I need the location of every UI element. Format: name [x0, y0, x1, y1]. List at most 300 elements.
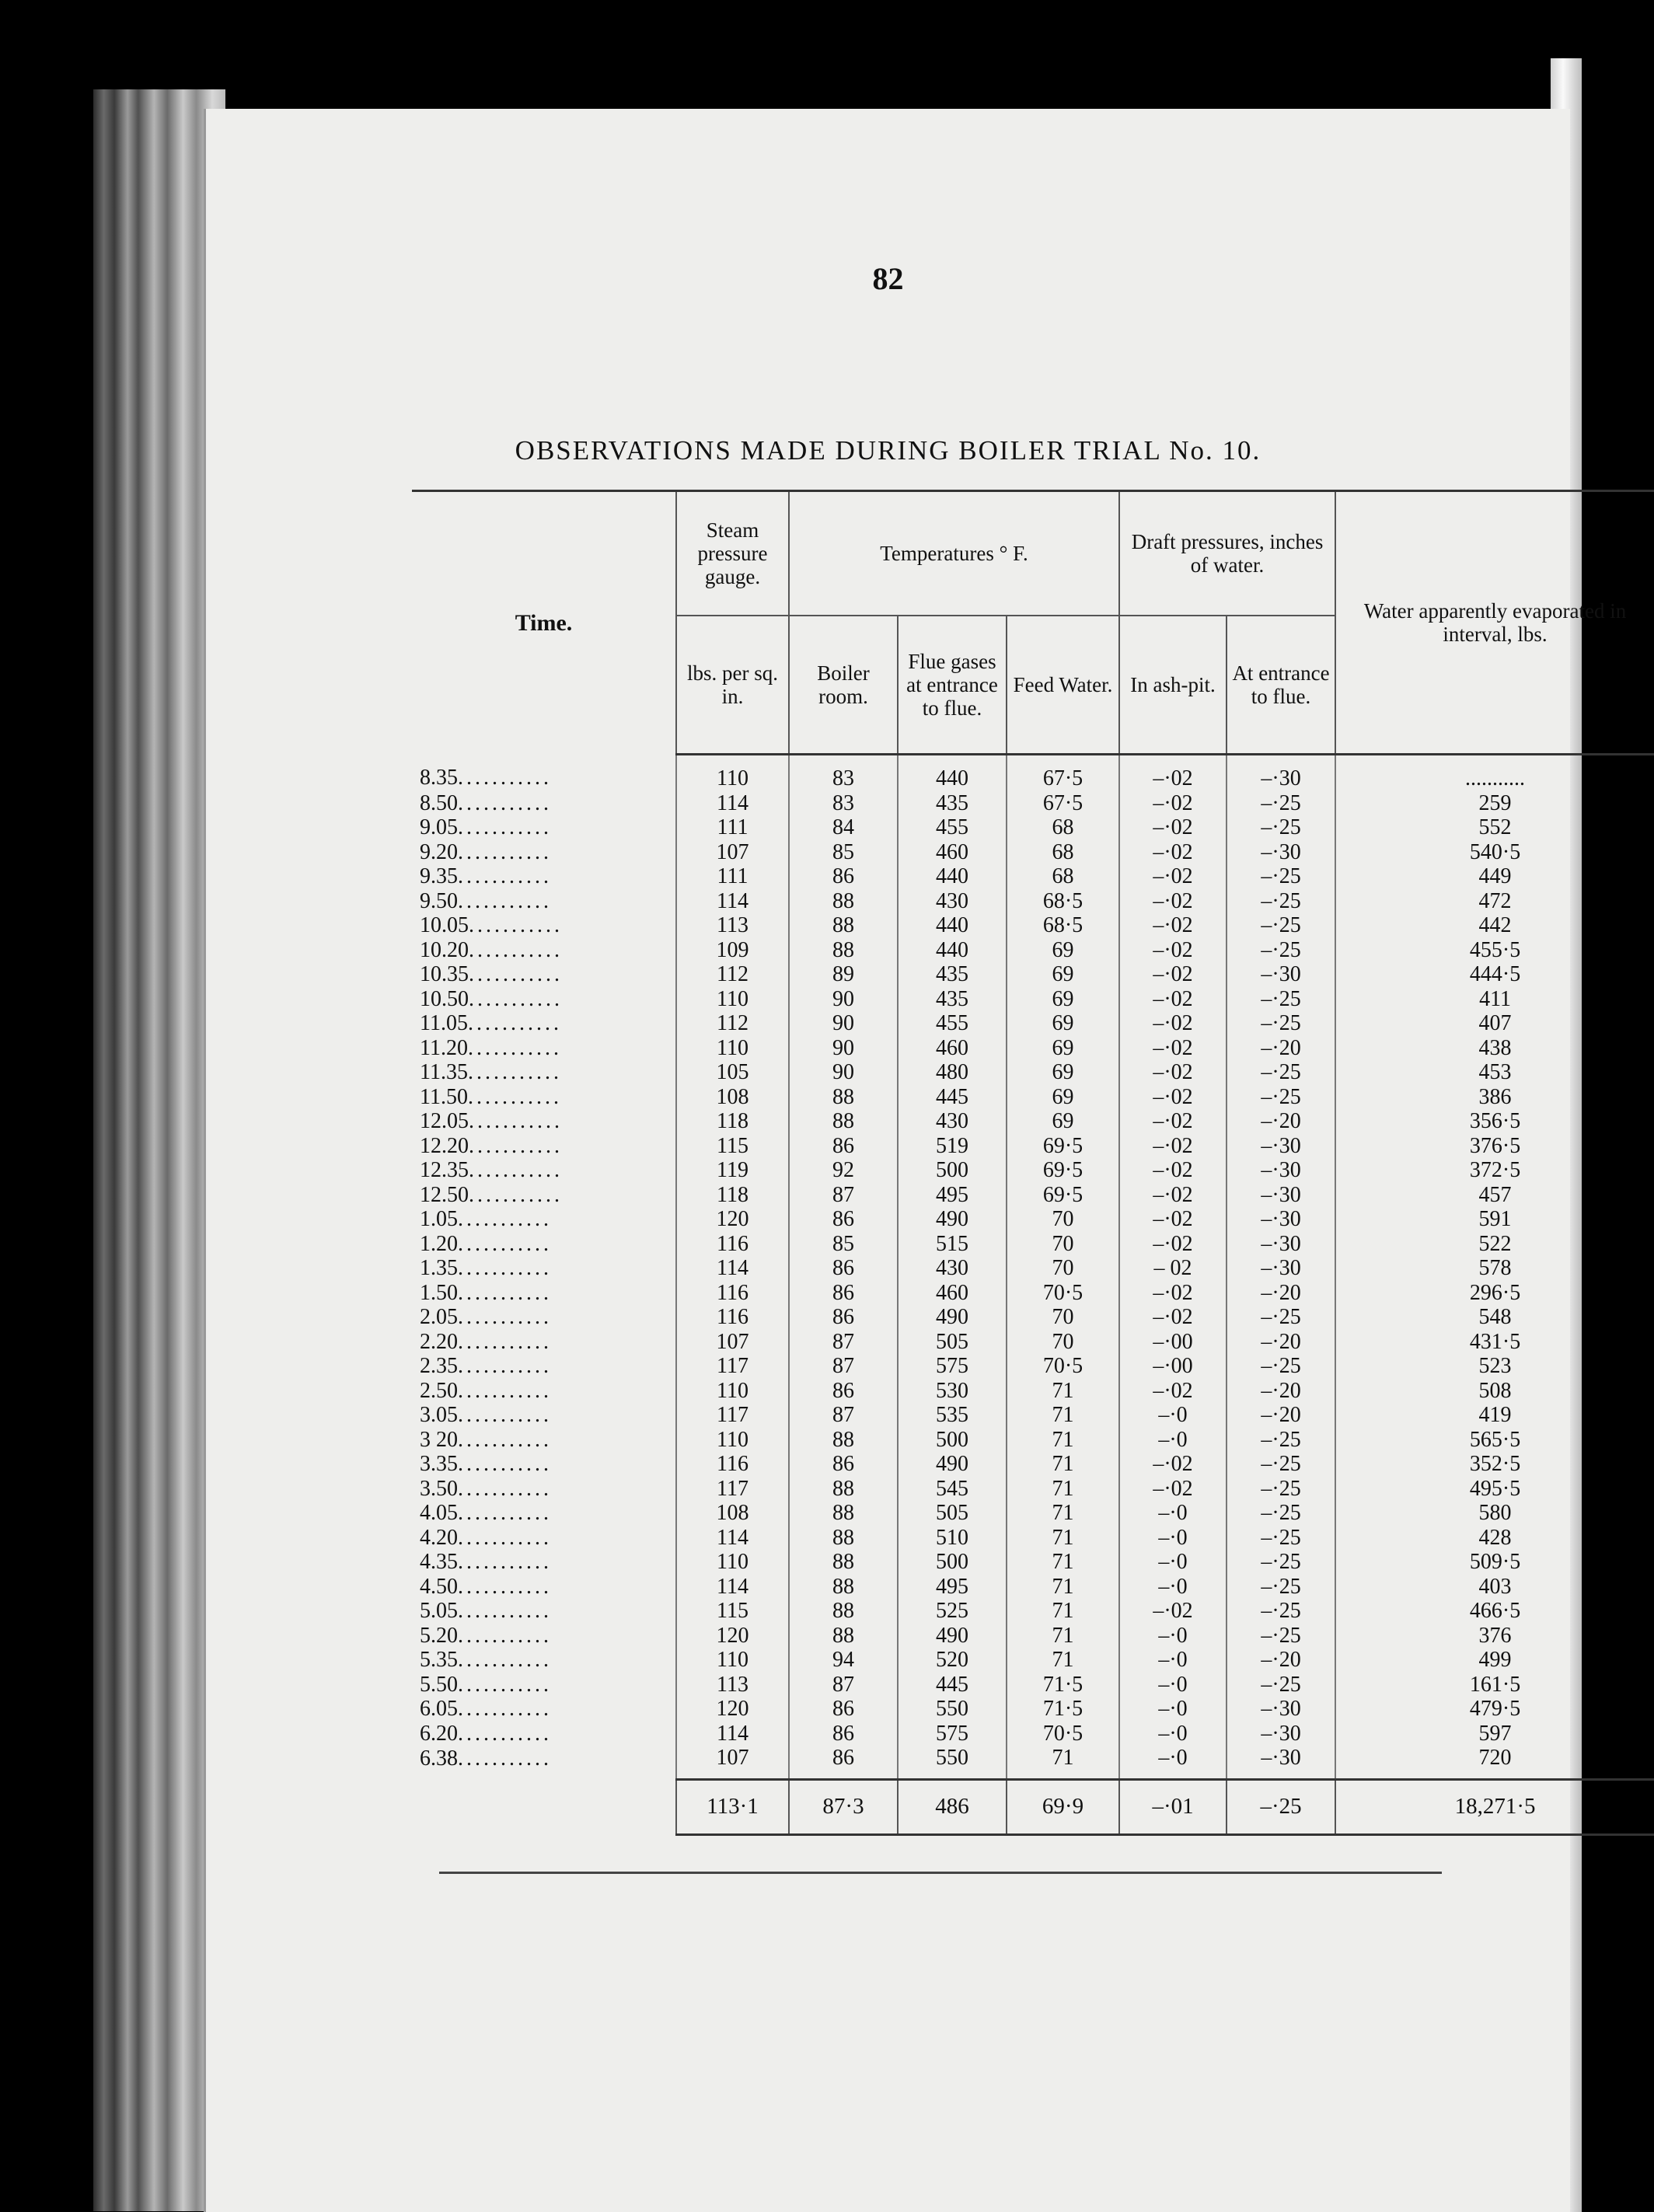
- dot-leader: ...........: [469, 1109, 563, 1133]
- flue-gases-cell: 545: [898, 1477, 1007, 1502]
- feed-water-cell: 71: [1007, 1428, 1119, 1453]
- at-entrance-cell: –·30: [1227, 1722, 1335, 1746]
- boiler-room-cell: 90: [789, 1011, 898, 1036]
- feed-water-cell: 68: [1007, 864, 1119, 889]
- table-row: [412, 1403, 1654, 1428]
- flue-gases-cell: 550: [898, 1746, 1007, 1779]
- ash-pit-cell: –·00: [1119, 1330, 1227, 1355]
- table-row: [412, 840, 1654, 865]
- totals-row: [412, 1779, 1654, 1834]
- at-entrance-cell: –·25: [1227, 889, 1335, 914]
- steam-cell: 107: [676, 1746, 789, 1779]
- steam-cell: 116: [676, 1281, 789, 1306]
- ash-pit-cell: –·02: [1119, 913, 1227, 938]
- boiler-room-cell: 86: [789, 1722, 898, 1746]
- steam-cell: 114: [676, 1722, 789, 1746]
- time-value: 9.50: [420, 888, 458, 913]
- steam-cell: 117: [676, 1477, 789, 1502]
- table-row: [412, 1060, 1654, 1085]
- steam-cell: 118: [676, 1183, 789, 1208]
- ash-pit-cell: –·02: [1119, 962, 1227, 987]
- feed-water-cell: 71: [1007, 1501, 1119, 1526]
- dot-leader: ...........: [458, 1452, 552, 1476]
- at-entrance-cell: –·30: [1227, 1158, 1335, 1183]
- time-cell: [412, 1501, 676, 1526]
- dot-leader: ...........: [458, 1623, 552, 1648]
- water-cell: 509·5: [1335, 1550, 1654, 1575]
- dot-leader: ...........: [458, 1427, 552, 1452]
- time-value: 2.20: [420, 1329, 458, 1354]
- totals-blank: [412, 1779, 676, 1834]
- time-value: 3 20: [420, 1427, 458, 1452]
- flue-gases-cell: 440: [898, 755, 1007, 791]
- steam-cell: 118: [676, 1109, 789, 1134]
- time-value: 9.20: [420, 839, 458, 864]
- water-cell: 591: [1335, 1207, 1654, 1232]
- at-entrance-cell: –·20: [1227, 1379, 1335, 1404]
- water-cell: 411: [1335, 987, 1654, 1012]
- total-boiler-room: 87·3: [789, 1779, 898, 1834]
- feed-water-cell: 69: [1007, 1060, 1119, 1085]
- time-value: 6.20: [420, 1721, 458, 1746]
- document-page: [204, 109, 1627, 2212]
- feed-water-cell: 69·5: [1007, 1183, 1119, 1208]
- feed-water-cell: 71: [1007, 1550, 1119, 1575]
- at-entrance-cell: –·25: [1227, 791, 1335, 816]
- ash-pit-cell: –·02: [1119, 755, 1227, 791]
- time-value: 2.50: [420, 1378, 458, 1403]
- boiler-room-cell: 86: [789, 1452, 898, 1477]
- at-entrance-cell: –·30: [1227, 1183, 1335, 1208]
- table-row: [412, 1599, 1654, 1624]
- boiler-room-cell: 89: [789, 962, 898, 987]
- steam-cell: 115: [676, 1134, 789, 1159]
- time-value: 6.05: [420, 1697, 458, 1721]
- time-cell: [412, 755, 676, 791]
- time-value: 12.05: [420, 1109, 469, 1133]
- boiler-room-cell: 86: [789, 1281, 898, 1306]
- table-row: [412, 1575, 1654, 1600]
- table-title: OBSERVATIONS MADE DURING BOILER TRIAL No. 10.: [515, 435, 1261, 466]
- dot-leader: ...........: [458, 1746, 552, 1771]
- steam-cell: 115: [676, 1599, 789, 1624]
- table-row: [412, 938, 1654, 963]
- steam-cell: 110: [676, 1379, 789, 1404]
- table-row: [412, 1550, 1654, 1575]
- at-entrance-cell: –·30: [1227, 1697, 1335, 1722]
- at-entrance-cell: –·25: [1227, 1673, 1335, 1697]
- time-cell: [412, 1477, 676, 1502]
- water-cell: 376·5: [1335, 1134, 1654, 1159]
- feed-water-cell: 71: [1007, 1403, 1119, 1428]
- table-row: [412, 1624, 1654, 1649]
- flue-gases-cell: 515: [898, 1232, 1007, 1257]
- steam-cell: 113: [676, 913, 789, 938]
- time-cell: [412, 840, 676, 865]
- ash-pit-cell: –·02: [1119, 840, 1227, 865]
- at-entrance-cell: –·20: [1227, 1036, 1335, 1061]
- header-boiler-room: Boiler room.: [789, 616, 898, 755]
- at-entrance-cell: –·25: [1227, 1477, 1335, 1502]
- time-cell: [412, 913, 676, 938]
- ash-pit-cell: –·0: [1119, 1526, 1227, 1551]
- time-value: 11.35: [420, 1060, 468, 1084]
- at-entrance-cell: –·30: [1227, 1134, 1335, 1159]
- boiler-room-cell: 88: [789, 1624, 898, 1649]
- water-cell: 479·5: [1335, 1697, 1654, 1722]
- table-row: [412, 1036, 1654, 1061]
- time-cell: [412, 1060, 676, 1085]
- at-entrance-cell: –·25: [1227, 938, 1335, 963]
- time-value: 5.50: [420, 1672, 458, 1697]
- water-cell: 431·5: [1335, 1330, 1654, 1355]
- time-cell: [412, 1207, 676, 1232]
- time-value: 8.35: [420, 766, 458, 790]
- dot-leader: ...........: [458, 1697, 552, 1721]
- dot-leader: ...........: [458, 1501, 552, 1525]
- dot-leader: ...........: [458, 1378, 552, 1403]
- dot-leader: ...........: [458, 1672, 552, 1697]
- time-cell: [412, 1599, 676, 1624]
- boiler-room-cell: 90: [789, 987, 898, 1012]
- dot-leader: ...........: [467, 1060, 562, 1084]
- water-cell: 495·5: [1335, 1477, 1654, 1502]
- feed-water-cell: 71: [1007, 1575, 1119, 1600]
- observations-table: [412, 490, 1654, 1836]
- dot-leader: ...........: [458, 1599, 552, 1623]
- header-water: Water apparently evaporated in interval, lbs.: [1335, 491, 1654, 755]
- flue-gases-cell: 525: [898, 1599, 1007, 1624]
- time-cell: [412, 1281, 676, 1306]
- time-cell: [412, 1403, 676, 1428]
- at-entrance-cell: –·25: [1227, 1550, 1335, 1575]
- feed-water-cell: 71·5: [1007, 1697, 1119, 1722]
- boiler-room-cell: 86: [789, 1207, 898, 1232]
- time-value: 1.05: [420, 1207, 458, 1231]
- table-row: [412, 913, 1654, 938]
- feed-water-cell: 69·5: [1007, 1158, 1119, 1183]
- time-cell: [412, 938, 676, 963]
- feed-water-cell: 70·5: [1007, 1722, 1119, 1746]
- footer-rule: [439, 1872, 1442, 1874]
- feed-water-cell: 68: [1007, 840, 1119, 865]
- dot-leader: ...........: [469, 986, 563, 1011]
- boiler-room-cell: 86: [789, 864, 898, 889]
- table-row: [412, 864, 1654, 889]
- boiler-room-cell: 88: [789, 889, 898, 914]
- water-cell: 296·5: [1335, 1281, 1654, 1306]
- time-cell: [412, 1697, 676, 1722]
- boiler-room-cell: 86: [789, 1305, 898, 1330]
- time-cell: [412, 864, 676, 889]
- at-entrance-cell: –·20: [1227, 1403, 1335, 1428]
- table-row: [412, 1501, 1654, 1526]
- feed-water-cell: 69: [1007, 987, 1119, 1012]
- steam-cell: 108: [676, 1085, 789, 1110]
- flue-gases-cell: 505: [898, 1501, 1007, 1526]
- water-cell: 352·5: [1335, 1452, 1654, 1477]
- time-cell: [412, 1550, 676, 1575]
- water-cell: 540·5: [1335, 840, 1654, 865]
- time-cell: [412, 1036, 676, 1061]
- water-cell: 580: [1335, 1501, 1654, 1526]
- water-cell: 438: [1335, 1036, 1654, 1061]
- water-cell: 453: [1335, 1060, 1654, 1085]
- table-row: [412, 1232, 1654, 1257]
- flue-gases-cell: 535: [898, 1403, 1007, 1428]
- water-cell: 552: [1335, 815, 1654, 840]
- boiler-room-cell: 88: [789, 913, 898, 938]
- steam-cell: 109: [676, 938, 789, 963]
- ash-pit-cell: –·02: [1119, 1232, 1227, 1257]
- time-cell: [412, 1305, 676, 1330]
- time-cell: [412, 1452, 676, 1477]
- steam-cell: 114: [676, 1575, 789, 1600]
- water-cell: 428: [1335, 1526, 1654, 1551]
- table-row: [412, 1256, 1654, 1281]
- feed-water-cell: 69: [1007, 1085, 1119, 1110]
- boiler-room-cell: 88: [789, 938, 898, 963]
- feed-water-cell: 70: [1007, 1305, 1119, 1330]
- flue-gases-cell: 519: [898, 1134, 1007, 1159]
- ash-pit-cell: –·0: [1119, 1624, 1227, 1649]
- table-row: [412, 1281, 1654, 1306]
- dot-leader: ...........: [458, 1280, 552, 1305]
- boiler-room-cell: 88: [789, 1085, 898, 1110]
- flue-gases-cell: 480: [898, 1060, 1007, 1085]
- time-value: 6.38: [420, 1746, 458, 1771]
- steam-cell: 110: [676, 1550, 789, 1575]
- dot-leader: ...........: [458, 1403, 552, 1427]
- flue-gases-cell: 435: [898, 791, 1007, 816]
- flue-gases-cell: 500: [898, 1158, 1007, 1183]
- at-entrance-cell: –·30: [1227, 1256, 1335, 1281]
- at-entrance-cell: –·20: [1227, 1109, 1335, 1134]
- dot-leader: ...........: [458, 766, 552, 790]
- time-value: 1.50: [420, 1280, 458, 1305]
- water-cell: 472: [1335, 889, 1654, 914]
- table-row: [412, 1085, 1654, 1110]
- water-cell: 522: [1335, 1232, 1654, 1257]
- at-entrance-cell: –·30: [1227, 1232, 1335, 1257]
- at-entrance-cell: –·25: [1227, 1599, 1335, 1624]
- flue-gases-cell: 550: [898, 1697, 1007, 1722]
- time-value: 12.20: [420, 1133, 469, 1158]
- boiler-room-cell: 88: [789, 1477, 898, 1502]
- boiler-room-cell: 87: [789, 1673, 898, 1697]
- steam-cell: 120: [676, 1207, 789, 1232]
- ash-pit-cell: –·02: [1119, 938, 1227, 963]
- time-cell: [412, 1011, 676, 1036]
- steam-cell: 116: [676, 1452, 789, 1477]
- boiler-room-cell: 88: [789, 1550, 898, 1575]
- header-draft: Draft pressures, inches of water.: [1119, 491, 1335, 616]
- ash-pit-cell: –·02: [1119, 1060, 1227, 1085]
- at-entrance-cell: –·25: [1227, 1575, 1335, 1600]
- header-time: Time.: [412, 491, 676, 755]
- ash-pit-cell: –·02: [1119, 1158, 1227, 1183]
- feed-water-cell: 70: [1007, 1207, 1119, 1232]
- dot-leader: ...........: [469, 937, 563, 962]
- at-entrance-cell: –·25: [1227, 1452, 1335, 1477]
- boiler-room-cell: 87: [789, 1403, 898, 1428]
- flue-gases-cell: 510: [898, 1526, 1007, 1551]
- feed-water-cell: 68·5: [1007, 913, 1119, 938]
- header-ash-pit: In ash-pit.: [1119, 616, 1227, 755]
- time-value: 12.35: [420, 1158, 469, 1182]
- time-cell: [412, 1673, 676, 1697]
- feed-water-cell: 67·5: [1007, 791, 1119, 816]
- table-row: [412, 1207, 1654, 1232]
- water-cell: 442: [1335, 913, 1654, 938]
- feed-water-cell: 69: [1007, 1011, 1119, 1036]
- ash-pit-cell: –·02: [1119, 1183, 1227, 1208]
- at-entrance-cell: –·25: [1227, 1428, 1335, 1453]
- feed-water-cell: 68: [1007, 815, 1119, 840]
- dot-leader: ...........: [458, 1305, 552, 1329]
- flue-gases-cell: 440: [898, 864, 1007, 889]
- dot-leader: ...........: [458, 1550, 552, 1574]
- time-cell: [412, 1648, 676, 1673]
- header-at-entrance: At entrance to flue.: [1227, 616, 1335, 755]
- feed-water-cell: 70: [1007, 1330, 1119, 1355]
- steam-cell: 107: [676, 1330, 789, 1355]
- steam-cell: 116: [676, 1305, 789, 1330]
- steam-cell: 114: [676, 791, 789, 816]
- time-cell: [412, 1183, 676, 1208]
- water-cell: 508: [1335, 1379, 1654, 1404]
- table-row: [412, 1109, 1654, 1134]
- header-flue-gases: Flue gases at entrance to flue.: [898, 616, 1007, 755]
- flue-gases-cell: 495: [898, 1183, 1007, 1208]
- boiler-room-cell: 87: [789, 1183, 898, 1208]
- table-row: [412, 1673, 1654, 1697]
- steam-cell: 120: [676, 1624, 789, 1649]
- time-cell: [412, 1575, 676, 1600]
- flue-gases-cell: 430: [898, 1256, 1007, 1281]
- feed-water-cell: 70·5: [1007, 1354, 1119, 1379]
- at-entrance-cell: –·30: [1227, 1207, 1335, 1232]
- dot-leader: ...........: [458, 888, 552, 913]
- table-row: [412, 1011, 1654, 1036]
- water-cell: 466·5: [1335, 1599, 1654, 1624]
- steam-cell: 114: [676, 889, 789, 914]
- dot-leader: ...........: [458, 1207, 552, 1231]
- flue-gases-cell: 530: [898, 1379, 1007, 1404]
- flue-gases-cell: 500: [898, 1428, 1007, 1453]
- dot-leader: ...........: [458, 1329, 552, 1354]
- ash-pit-cell: –·02: [1119, 1379, 1227, 1404]
- table-row: [412, 1477, 1654, 1502]
- dot-leader: ...........: [467, 1011, 562, 1035]
- table-row: [412, 1158, 1654, 1183]
- ash-pit-cell: –·0: [1119, 1403, 1227, 1428]
- feed-water-cell: 71·5: [1007, 1673, 1119, 1697]
- total-flue-gases: 486: [898, 1779, 1007, 1834]
- total-ash-pit: –·01: [1119, 1779, 1227, 1834]
- total-water: 18,271·5: [1335, 1779, 1654, 1834]
- time-value: 11.20: [420, 1035, 468, 1060]
- water-cell: 444·5: [1335, 962, 1654, 987]
- boiler-room-cell: 85: [789, 840, 898, 865]
- at-entrance-cell: –·30: [1227, 1746, 1335, 1779]
- steam-cell: 110: [676, 755, 789, 791]
- flue-gases-cell: 575: [898, 1722, 1007, 1746]
- at-entrance-cell: –·25: [1227, 1060, 1335, 1085]
- time-cell: [412, 987, 676, 1012]
- time-cell: [412, 1746, 676, 1779]
- dot-leader: ...........: [469, 1133, 563, 1158]
- time-cell: [412, 1109, 676, 1134]
- time-cell: [412, 1526, 676, 1551]
- time-value: 10.20: [420, 937, 469, 962]
- boiler-room-cell: 84: [789, 815, 898, 840]
- table-body: [412, 755, 1654, 1780]
- ash-pit-cell: –·02: [1119, 791, 1227, 816]
- ash-pit-cell: –·02: [1119, 815, 1227, 840]
- flue-gases-cell: 500: [898, 1550, 1007, 1575]
- dot-leader: ...........: [458, 864, 552, 888]
- water-cell: 372·5: [1335, 1158, 1654, 1183]
- total-feed-water: 69·9: [1007, 1779, 1119, 1834]
- feed-water-cell: 71: [1007, 1624, 1119, 1649]
- time-value: 12.50: [420, 1182, 469, 1207]
- at-entrance-cell: –·25: [1227, 1305, 1335, 1330]
- ash-pit-cell: –·02: [1119, 1134, 1227, 1159]
- steam-cell: 117: [676, 1403, 789, 1428]
- boiler-room-cell: 83: [789, 755, 898, 791]
- steam-cell: 114: [676, 1526, 789, 1551]
- time-value: 3.35: [420, 1452, 458, 1476]
- table-row: [412, 1305, 1654, 1330]
- boiler-room-cell: 86: [789, 1697, 898, 1722]
- at-entrance-cell: –·20: [1227, 1330, 1335, 1355]
- steam-cell: 108: [676, 1501, 789, 1526]
- ash-pit-cell: –·02: [1119, 1109, 1227, 1134]
- at-entrance-cell: –·25: [1227, 1011, 1335, 1036]
- feed-water-cell: 68·5: [1007, 889, 1119, 914]
- water-cell: 548: [1335, 1305, 1654, 1330]
- dot-leader: ...........: [469, 913, 563, 937]
- flue-gases-cell: 460: [898, 840, 1007, 865]
- time-cell: [412, 1379, 676, 1404]
- water-cell: 403: [1335, 1575, 1654, 1600]
- time-value: 5.05: [420, 1599, 458, 1623]
- time-cell: [412, 1134, 676, 1159]
- total-at-entrance: –·25: [1227, 1779, 1335, 1834]
- steam-cell: 110: [676, 987, 789, 1012]
- flue-gases-cell: 455: [898, 1011, 1007, 1036]
- feed-water-cell: 69·5: [1007, 1134, 1119, 1159]
- steam-cell: 112: [676, 1011, 789, 1036]
- ash-pit-cell: –·02: [1119, 1011, 1227, 1036]
- table-row: [412, 1354, 1654, 1379]
- ash-pit-cell: –·02: [1119, 1305, 1227, 1330]
- table-row: [412, 1452, 1654, 1477]
- flue-gases-cell: 460: [898, 1036, 1007, 1061]
- water-cell: 597: [1335, 1722, 1654, 1746]
- feed-water-cell: 71: [1007, 1379, 1119, 1404]
- boiler-room-cell: 88: [789, 1109, 898, 1134]
- steam-cell: 111: [676, 815, 789, 840]
- boiler-room-cell: 85: [789, 1232, 898, 1257]
- table-row: [412, 1379, 1654, 1404]
- water-cell: 356·5: [1335, 1109, 1654, 1134]
- time-value: 8.50: [420, 790, 458, 815]
- at-entrance-cell: –·20: [1227, 1281, 1335, 1306]
- ash-pit-cell: –·02: [1119, 1281, 1227, 1306]
- boiler-room-cell: 83: [789, 791, 898, 816]
